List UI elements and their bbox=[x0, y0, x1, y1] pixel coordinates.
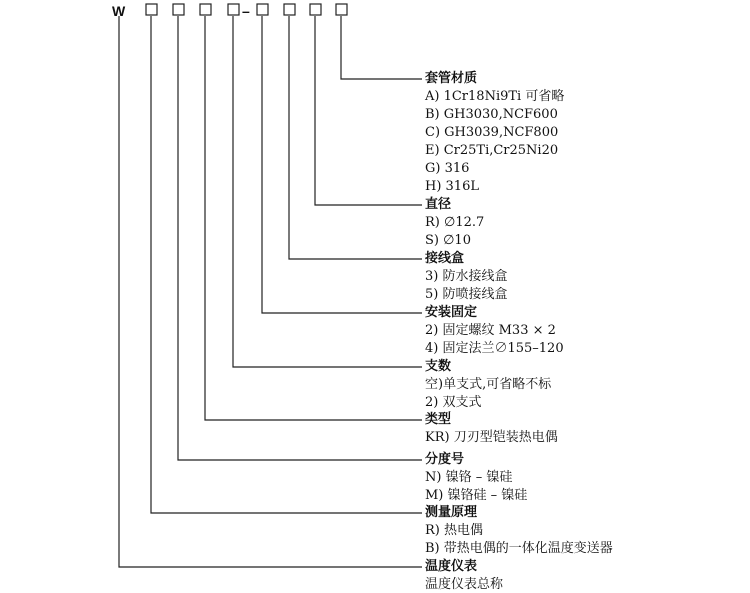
spec-heading: 直径 bbox=[425, 197, 452, 212]
code-separator: – bbox=[242, 3, 250, 19]
spec-heading: 测量原理 bbox=[425, 505, 478, 520]
leader-line bbox=[233, 16, 422, 367]
spec-heading: 接线盒 bbox=[425, 251, 465, 266]
leader-line bbox=[341, 16, 422, 79]
code-slot-box bbox=[284, 4, 295, 15]
spec-option: A) 1Cr18Ni9Ti 可省略 bbox=[425, 89, 565, 104]
spec-option: G) 316 bbox=[425, 161, 470, 176]
spec-heading: 支数 bbox=[425, 359, 452, 374]
spec-heading: 套管材质 bbox=[425, 71, 478, 86]
spec-option: B) GH3030,NCF600 bbox=[425, 107, 558, 122]
code-slot-box bbox=[257, 4, 268, 15]
leader-line bbox=[262, 16, 422, 313]
spec-heading: 温度仪表 bbox=[425, 559, 478, 574]
spec-option: N) 镍铬 – 镍硅 bbox=[425, 470, 513, 485]
spec-option: H) 316L bbox=[425, 179, 479, 194]
spec-option: 2) 固定螺纹 M33 × 2 bbox=[425, 323, 556, 338]
spec-option: R) 热电偶 bbox=[425, 523, 483, 538]
spec-option: 温度仪表总称 bbox=[425, 577, 504, 592]
spec-option: KR) 刀刃型铠装热电偶 bbox=[425, 430, 558, 445]
code-slot-box bbox=[200, 4, 211, 15]
leader-lines bbox=[119, 16, 422, 567]
leader-line bbox=[315, 16, 422, 205]
code-slot-box bbox=[146, 4, 157, 15]
spec-option: 空)单支式,可省略不标 bbox=[425, 377, 552, 392]
spec-option: E) Cr25Ti,Cr25Ni20 bbox=[425, 143, 559, 158]
spec-option: 3) 防水接线盒 bbox=[425, 269, 508, 284]
leader-line bbox=[205, 16, 422, 420]
spec-option: R) ∅12.7 bbox=[425, 215, 485, 230]
spec-option: B) 带热电偶的一体化温度变送器 bbox=[425, 541, 613, 556]
code-slot-box bbox=[173, 4, 184, 15]
spec-option: C) GH3039,NCF800 bbox=[425, 125, 559, 140]
code-slot-box bbox=[310, 4, 321, 15]
spec-option: S) ∅10 bbox=[425, 233, 471, 248]
spec-option: 4) 固定法兰∅155–120 bbox=[425, 341, 564, 356]
spec-option: 5) 防喷接线盒 bbox=[425, 287, 508, 302]
leader-line bbox=[289, 16, 422, 259]
spec-heading: 类型 bbox=[425, 412, 452, 427]
spec-option: 2) 双支式 bbox=[425, 395, 482, 410]
spec-heading: 分度号 bbox=[425, 452, 465, 467]
code-prefix: W bbox=[112, 3, 126, 19]
code-slot-box bbox=[336, 4, 347, 15]
leader-line bbox=[151, 16, 422, 513]
leader-line bbox=[178, 16, 422, 460]
spec-option: M) 镍铬硅 – 镍硅 bbox=[425, 488, 528, 503]
spec-heading: 安装固定 bbox=[425, 305, 478, 320]
leader-line bbox=[119, 16, 422, 567]
code-slot-box bbox=[228, 4, 239, 15]
